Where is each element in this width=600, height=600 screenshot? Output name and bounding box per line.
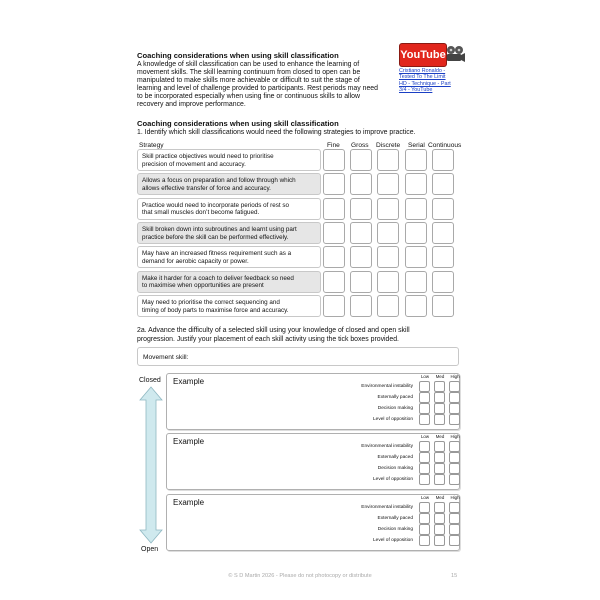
classification-checkbox-fine[interactable] [323,173,345,195]
classification-checkbox-continuous[interactable] [432,222,454,244]
classification-checkbox-continuous[interactable] [432,295,454,317]
intro-line: recovery and improve performance. [137,101,246,109]
criterion-label: Externally paced [377,515,413,521]
classification-checkbox-serial[interactable] [405,246,427,268]
intro-paragraph [137,61,397,110]
tick-box-high[interactable] [449,463,460,474]
page-number: 15 [451,573,458,579]
classification-checkbox-serial[interactable] [405,271,427,293]
section1-instruction: 1. Identify which skill classifications would need the following strategies to improve practice. [137,129,416,136]
column-header-gross: Gross [351,142,369,149]
criterion-label: Level of opposition [372,476,413,482]
level-header-low: Low [420,374,430,379]
tick-box-med[interactable] [434,381,445,392]
closed-open-arrow-icon [139,386,163,544]
youtube-link-text[interactable] [399,68,467,94]
strategy-text-line: Skill practice objectives would need to prioritise [142,153,274,160]
strategy-text-line: Allows a focus on preparation and follow through which [142,177,296,185]
tick-box-high[interactable] [449,524,460,535]
intro-line: to be incorporated especially when using fine or continuous skills to allow [137,93,360,101]
classification-checkbox-gross[interactable] [350,198,372,220]
intro-line: A knowledge of skill classification can be used to enhance the learning of [137,61,360,68]
classification-checkbox-serial[interactable] [405,173,427,195]
level-header-high: High [450,434,460,439]
classification-checkbox-continuous[interactable] [432,198,454,220]
strategy-text-line: allows effective transfer of force and accuracy. [142,185,271,193]
tick-box-high[interactable] [449,513,460,524]
strategy-text-line: practice before the skill can be performed effectively. [142,233,289,241]
classification-checkbox-gross[interactable] [350,271,372,293]
tick-box-med[interactable] [434,414,445,425]
criterion-label: Decision making [377,405,413,411]
classification-checkbox-discrete[interactable] [377,222,399,244]
criterion-label: Level of opposition [372,537,413,543]
intro-line: manipulated to make skills more achievable or difficult to suit the stage of [137,77,360,85]
tick-box-low[interactable] [419,403,430,414]
strategy-row [137,222,321,244]
tick-box-low[interactable] [419,392,430,403]
level-header-high: High [450,374,460,379]
criterion-label: Environmental instability [361,383,413,389]
youtube-link-line[interactable]: 3/4 - YouTube [399,87,433,94]
youtube-logo-you: You [400,49,421,61]
classification-checkbox-gross[interactable] [350,246,372,268]
strategy-header: Strategy [139,142,164,149]
tick-box-high[interactable] [449,502,460,513]
youtube-link-block[interactable] [399,43,467,95]
closed-label: Closed [139,377,161,384]
level-header-high: High [450,495,460,500]
criterion-label: Environmental instability [361,504,413,510]
strategy-row [137,149,321,171]
tick-box-high[interactable] [449,474,460,485]
strategy-row [137,246,321,268]
classification-checkbox-fine[interactable] [323,149,345,171]
classification-checkbox-fine[interactable] [323,295,345,317]
youtube-link-line[interactable]: HD - Technique - Part [399,80,451,87]
classification-checkbox-gross[interactable] [350,149,372,171]
intro-line: movement skills. The skill learning continuum from closed to open can be [137,69,361,77]
classification-checkbox-continuous[interactable] [432,149,454,171]
tick-box-low[interactable] [419,452,430,463]
tick-box-high[interactable] [449,392,460,403]
tick-box-med[interactable] [434,474,445,485]
classification-checkbox-serial[interactable] [405,149,427,171]
tick-box-low[interactable] [419,463,430,474]
tick-box-low[interactable] [419,524,430,535]
classification-checkbox-continuous[interactable] [432,173,454,195]
tick-box-high[interactable] [449,403,460,414]
example-label: Example [173,377,205,386]
youtube-logo[interactable] [399,43,447,67]
classification-checkbox-gross[interactable] [350,173,372,195]
strategy-text-line: Make it harder for a coach to deliver feedback so need [142,274,294,282]
column-header-fine: Fine [327,142,340,149]
footer-copyright: © S D Martin 2026 - Please do not photocopy or distribute [228,573,372,579]
classification-checkbox-fine[interactable] [323,271,345,293]
strategy-text-line: May have an increased fitness requirement such as a [142,250,292,258]
tick-box-low[interactable] [419,441,430,452]
strategy-text-line: that small muscles don’t become fatigued. [142,209,260,217]
criterion-label: Environmental instability [361,443,413,449]
open-label: Open [141,546,159,553]
intro-line: learning and level of challenge provided to participants. Rest periods may need [137,85,378,93]
column-header-discrete: Discrete [376,142,401,149]
classification-checkbox-discrete[interactable] [377,295,399,317]
strategy-text-line: timing of body parts to maximise force and accuracy. [142,306,289,314]
classification-checkbox-continuous[interactable] [432,271,454,293]
tick-box-low[interactable] [419,474,430,485]
strategy-text-line: precision of movement and accuracy. [142,160,246,168]
movement-skill-field[interactable]: Movement skill: [137,347,459,366]
level-header-med: Med [435,374,445,379]
classification-checkbox-serial[interactable] [405,295,427,317]
tick-box-med[interactable] [434,452,445,463]
column-header-continuous: Continuous [428,142,462,149]
classification-checkbox-serial[interactable] [405,198,427,220]
tick-box-high[interactable] [449,441,460,452]
strategy-text-line: demand for aerobic capacity or power. [142,257,249,265]
level-header-med: Med [435,495,445,500]
tick-box-high[interactable] [449,414,460,425]
tick-box-high[interactable] [449,535,460,546]
level-header-low: Low [420,434,430,439]
tick-box-med[interactable] [434,403,445,414]
tick-box-high[interactable] [449,381,460,392]
example-label: Example [173,437,205,446]
classification-checkbox-fine[interactable] [323,198,345,220]
strategy-row [137,198,321,220]
classification-checkbox-fine[interactable] [323,222,345,244]
strategy-text-line: to maximise when opportunities are present [142,282,264,290]
criterion-label: Level of opposition [372,416,413,422]
tick-box-low[interactable] [419,502,430,513]
level-header-med: Med [435,434,445,439]
section2-instruction-line2: progression. Justify your placement of each skill activity using the tick boxes provided. [137,336,399,343]
strategy-row [137,271,321,293]
strategy-text-line: Skill broken down into subroutines and learnt using part [142,225,297,233]
tick-box-med[interactable] [434,502,445,513]
strategy-row [137,173,321,195]
criterion-label: Externally paced [377,454,413,460]
column-header-serial: Serial [408,142,425,149]
tick-box-med[interactable] [434,392,445,403]
classification-checkbox-discrete[interactable] [377,198,399,220]
tick-box-high[interactable] [449,452,460,463]
tick-box-med[interactable] [434,441,445,452]
youtube-link-line[interactable]: Tested To The Limit [399,74,446,81]
level-header-low: Low [420,495,430,500]
youtube-link-line[interactable]: Cristiano Ronaldo - [399,68,446,74]
strategy-text-line: Practice would need to incorporate periods of rest so [142,201,290,209]
tick-box-low[interactable] [419,414,430,425]
tick-box-low[interactable] [419,381,430,392]
classification-checkbox-discrete[interactable] [377,271,399,293]
example-label: Example [173,498,205,507]
tick-box-med[interactable] [434,513,445,524]
tick-box-med[interactable] [434,463,445,474]
classification-checkbox-gross[interactable] [350,222,372,244]
classification-checkbox-serial[interactable] [405,222,427,244]
tick-box-low[interactable] [419,535,430,546]
criterion-label: Externally paced [377,394,413,400]
classification-checkbox-discrete[interactable] [377,149,399,171]
section2-instruction-line1: 2a. Advance the difficulty of a selected skill using your knowledge of closed and open skill [137,327,410,334]
classification-checkbox-discrete[interactable] [377,173,399,195]
section1-title: Coaching considerations when using skill classification [137,119,339,128]
classification-checkbox-fine[interactable] [323,246,345,268]
classification-checkbox-discrete[interactable] [377,246,399,268]
film-camera-icon [445,45,465,63]
strategy-row [137,295,321,317]
classification-checkbox-gross[interactable] [350,295,372,317]
intro-title: Coaching considerations when using skill classification [137,51,339,60]
tick-box-low[interactable] [419,513,430,524]
classification-checkbox-continuous[interactable] [432,246,454,268]
youtube-logo-tube: Tube [420,49,446,61]
criterion-label: Decision making [377,465,413,471]
tick-box-med[interactable] [434,535,445,546]
criterion-label: Decision making [377,526,413,532]
tick-box-med[interactable] [434,524,445,535]
strategy-text-line: May need to prioritise the correct sequencing and [142,298,280,306]
